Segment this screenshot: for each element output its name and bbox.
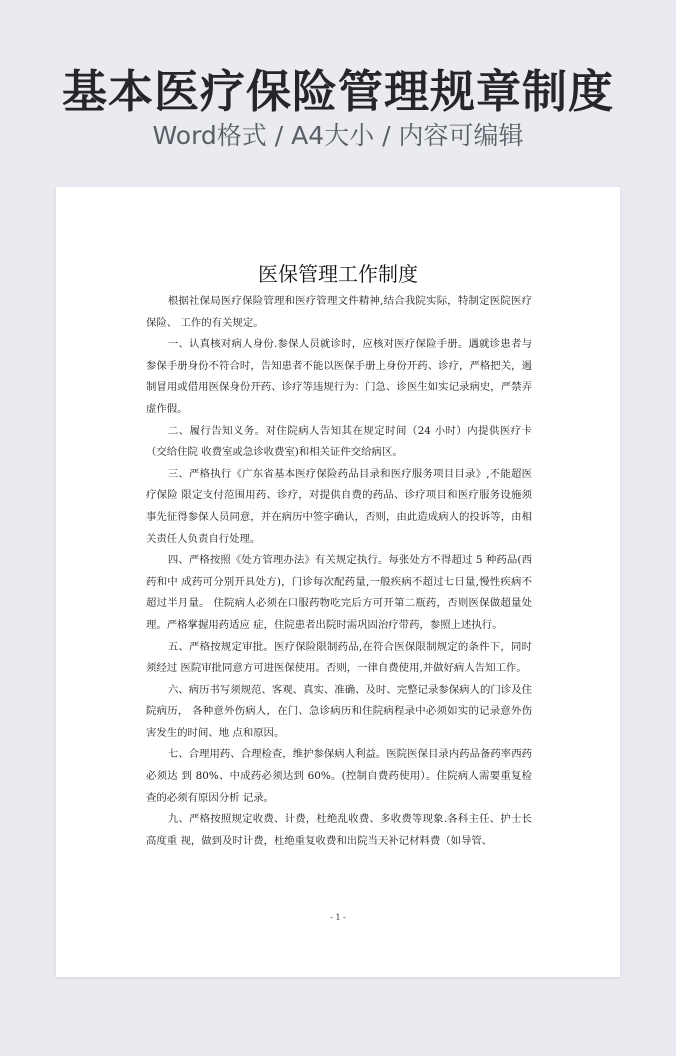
document-body — [146, 291, 532, 852]
paragraph-9: 九、严格按照规定收费、计费，杜绝乱收费、多收费等现象.各科主任、护士长高度重 视，做到及时计费，杜绝重复收费和出院当天补记材料费（如导管、 — [146, 813, 532, 847]
paragraph-7: 七、合理用药、合理检查，维护参保病人利益。医院医保目录内药品备药率西药必须达 到 80%、中成药必须达到 60%。(控制自费药使用）。住院病人需要重复检查的必须有原因分析 记录。 — [146, 748, 532, 804]
paragraph-3: 三、严格执行《广东省基本医疗保险药品目录和医疗服务项目目录》,不能超医疗保险 限定支付范围用药、诊疗，对提供自费的药品、诊疗项目和医疗服务设施须事先征得参保人员同意，并在病历中签字确认，否则，由此造成病人的投诉等，由相关责任人负责自行处理。 — [146, 467, 532, 545]
paragraph-2: 二、履行告知义务。对住院病人告知其在规定时间（24 小时）内提供医疗卡（交给住院 收费室或急诊收费室)和相关证件交给病区。 — [146, 424, 532, 459]
paragraph-5: 五、严格按规定审批。医疗保险限制药品,在符合医保限制规定的条件下，同时须经过 医院审批同意方可进医保使用。否则，一律自费使用,并做好病人告知工作。 — [146, 640, 532, 675]
banner-subtitle: Word格式 / A4大小 / 内容可编辑 — [152, 121, 524, 150]
document-page — [56, 187, 620, 977]
paragraph-intro: 根据社保局医疗保险管理和医疗管理文件精神,结合我院实际，特制定医院医疗保险、 工作的有关规定。 — [146, 295, 532, 329]
paragraph-6: 六、病历书写须规范、客观、真实、准确、及时、完整记录参保病人的门诊及住院病历， 各种意外伤病人，在门、急诊病历和住院病程录中必须如实的记录意外伤害发生的时间、地 点和原因。 — [146, 683, 532, 739]
page-number: - 1 - — [330, 913, 346, 922]
document-title: 医保管理工作制度 — [258, 262, 418, 286]
banner-title: 基本医疗保险管理规章制度 — [61, 65, 614, 118]
paragraph-4: 四、严格按照《处方管理办法》有关规定执行。每张处方不得超过 5 种药品(西药和中 成药可分别开具处方)，门诊每次配药量,一般疾病不超过七日量,慢性疾病不超过半月量。 住院病人必须在口服药物吃完后方可开第二瓶药，否则医保做超量处理。严格掌握用药适应 症，住院患者出院时需巩固治疗带药，参照上述执行。 — [146, 554, 532, 631]
paragraph-1: 一、认真核对病人身份.参保人员就诊时，应核对医疗保险手册。遇就诊患者与参保手册身份不符合时，告知患者不能以医保手册上身份开药、诊疗，严格把关，遏制冒用或借用医保身份开药、诊疗等违规行为：门急、诊医生如实记录病史，严禁弄虚作假。 — [146, 338, 532, 415]
